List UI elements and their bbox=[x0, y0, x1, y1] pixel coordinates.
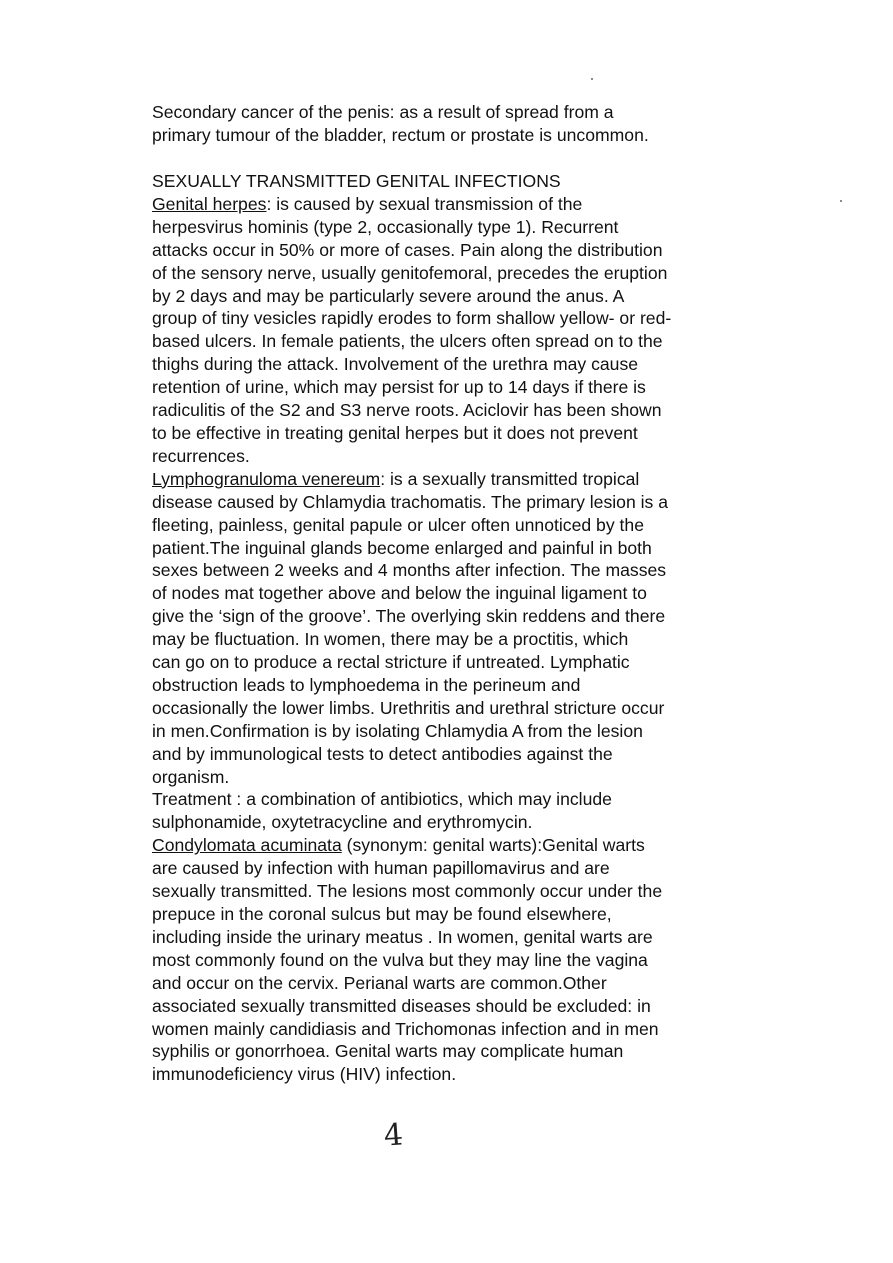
text-line: prepuce in the coronal sulcus but may be found elsewhere, bbox=[152, 904, 612, 924]
term-rest: : is caused by sexual transmission of the bbox=[266, 193, 583, 214]
text-line: most commonly found on the vulva but they may line the vagina bbox=[152, 949, 648, 970]
text-line: sexually transmitted. The lesions most commonly occur under the bbox=[152, 881, 663, 902]
text-line: including inside the urinary meatus . In women, genital warts are bbox=[152, 926, 653, 947]
text-line: disease caused by Chlamydia trachomatis. The primary lesion is a bbox=[152, 491, 668, 512]
text-line: and by immunological tests to detect antibodies against the bbox=[152, 743, 613, 764]
text-line: based ulcers. In female patients, the ulcers often spread on to the bbox=[152, 331, 663, 352]
text-line: immunodeficiency virus (HIV) infection. bbox=[152, 1064, 457, 1085]
text-line: attacks occur in 50% or more of cases. Pain along the distribution bbox=[152, 239, 663, 260]
text-line: patient.The inguinal glands become enlarged and painful in both bbox=[152, 537, 652, 558]
text-line: women mainly candidiasis and Trichomonas infection and in men bbox=[152, 1018, 659, 1039]
text-line: occasionally the lower limbs. Urethritis and urethral stricture occur bbox=[152, 697, 665, 718]
term-condylomata-acuminata: Condylomata acuminata bbox=[152, 835, 342, 856]
sti-section bbox=[152, 170, 752, 1086]
text-line: herpesvirus hominis (type 2, occasionally type 1). Recurrent bbox=[152, 216, 619, 237]
term-rest: (synonym: genital warts):Genital warts bbox=[341, 835, 645, 856]
text-line: group of tiny vesicles rapidly erodes to form shallow yellow- or red- bbox=[152, 308, 672, 329]
text-line: obstruction leads to lymphoedema in the perineum and bbox=[152, 674, 581, 695]
text-line: may be fluctuation. In women, there may be a proctitis, which bbox=[152, 629, 629, 650]
text-line: organism. bbox=[152, 766, 230, 787]
text-line: can go on to produce a rectal stricture if untreated. Lymphatic bbox=[152, 652, 630, 673]
text-line: primary tumour of the bladder, rectum or prostate is uncommon. bbox=[152, 124, 649, 145]
text-line: of the sensory nerve, usually genitofemoral, precedes the eruption bbox=[152, 262, 668, 283]
text-line: to be effective in treating genital herpes but it does not prevent bbox=[152, 422, 638, 443]
text-line: are caused by infection with human papillomavirus and are bbox=[152, 858, 610, 879]
scan-speck bbox=[840, 200, 842, 202]
term-genital-herpes: Genital herpes bbox=[152, 193, 267, 214]
text-line: retention of urine, which may persist for up to 14 days if there is bbox=[152, 377, 646, 398]
lgv-first-line bbox=[152, 468, 752, 491]
text-line: syphilis or gonorrhoea. Genital warts may complicate human bbox=[152, 1041, 624, 1062]
text-line: fleeting, painless, genital papule or ulcer often unnoticed by the bbox=[152, 514, 644, 535]
text-line: Treatment : a combination of antibiotics, which may include bbox=[152, 789, 612, 810]
text-line: sexes between 2 weeks and 4 months after infection. The masses bbox=[152, 560, 667, 581]
herpes-first-line bbox=[152, 193, 752, 216]
text-line: associated sexually transmitted diseases should be excluded: in bbox=[152, 995, 651, 1016]
text-line: give the ‘sign of the groove’. The overlying skin reddens and there bbox=[152, 606, 666, 627]
page-number: 4 bbox=[382, 1117, 405, 1154]
section-heading: SEXUALLY TRANSMITTED GENITAL INFECTIONS bbox=[152, 171, 561, 191]
text-line: recurrences. bbox=[152, 445, 250, 466]
text-line: in men.Confirmation is by isolating Chlamydia A from the lesion bbox=[152, 720, 643, 741]
condylomata-first-line bbox=[152, 834, 752, 857]
term-lymphogranuloma-venereum: Lymphogranuloma venereum bbox=[152, 468, 381, 489]
text-line: Secondary cancer of the penis: as a result of spread from a bbox=[152, 102, 614, 122]
term-rest: : is a sexually transmitted tropical bbox=[380, 468, 640, 489]
scan-speck bbox=[591, 78, 593, 80]
text-line: radiculitis of the S2 and S3 nerve roots. Aciclovir has been shown bbox=[152, 400, 662, 421]
text-line: by 2 days and may be particularly severe around the anus. A bbox=[152, 285, 625, 306]
text-line: sulphonamide, oxytetracycline and erythromycin. bbox=[152, 812, 533, 833]
text-line: thighs during the attack. Involvement of the urethra may cause bbox=[152, 354, 639, 375]
secondary-cancer-paragraph bbox=[152, 101, 752, 147]
text-line: of nodes mat together above and below the inguinal ligament to bbox=[152, 583, 647, 604]
text-line: and occur on the cervix. Perianal warts are common.Other bbox=[152, 972, 607, 993]
